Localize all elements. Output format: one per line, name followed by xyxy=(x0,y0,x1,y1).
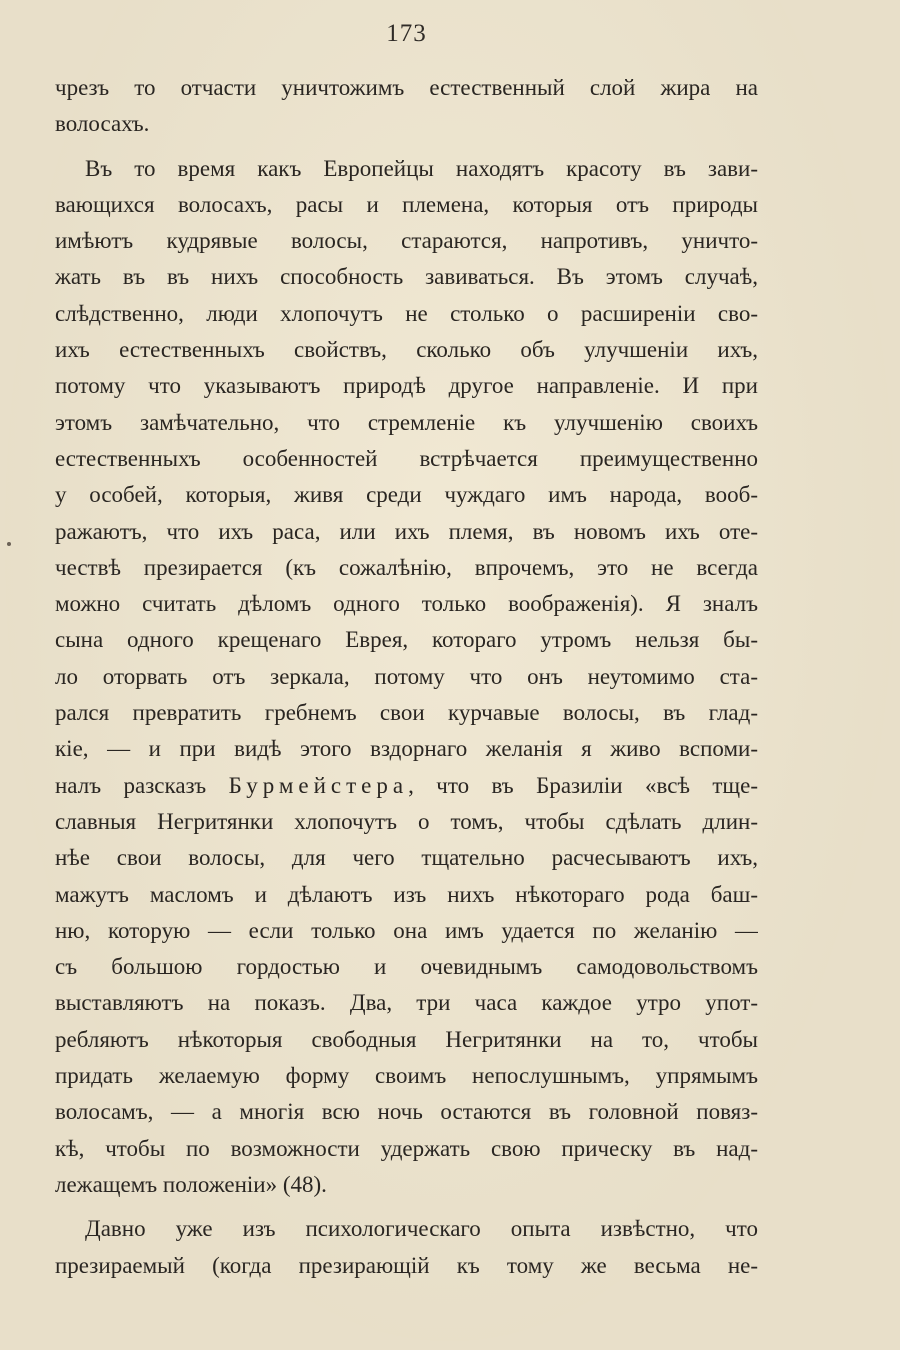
text-line: рался превратить гребнемъ свои курчавые волосы, въ глад- xyxy=(55,700,758,726)
text-line: у особей, которыя, живя среди чуждаго имъ народа, вооб- xyxy=(55,482,758,508)
text-line: ражаютъ, что ихъ раса, или ихъ племя, въ новомъ ихъ оте- xyxy=(55,518,758,544)
text-line: можно считать дѣломъ одного только воображенія). Я зналъ xyxy=(55,591,758,617)
text-line: этомъ замѣчательно, что стремленіе къ улучшенію своихъ xyxy=(55,409,758,435)
text-line: съ большою гордостью и очевиднымъ самодовольствомъ xyxy=(55,954,758,980)
text-line: естественныхъ особенностей встрѣчается преимущественно xyxy=(55,445,758,471)
text-line: выставляютъ на показъ. Два, три часа каждое утро упот- xyxy=(55,990,758,1016)
text-line: ло оторвать отъ зеркала, потому что онъ неутомимо ста- xyxy=(55,663,758,689)
text-line: волосахъ. xyxy=(55,111,150,137)
text-line: презираемый (когда презирающій къ тому же весьма не- xyxy=(55,1252,758,1278)
text-line: Въ то время какъ Европейцы находятъ красоту въ зави- xyxy=(85,155,758,181)
text-line-with-name xyxy=(55,768,758,804)
text-line: имѣютъ кудрявые волосы, стараются, напротивъ, уничто- xyxy=(55,228,758,254)
text-line: мажутъ масломъ и дѣлаютъ изъ нихъ нѣкотораго рода баш- xyxy=(55,881,758,907)
paragraph-gap xyxy=(55,1203,758,1211)
text-line: нѣе свои волосы, для чего тщательно расчесываютъ ихъ, xyxy=(55,845,758,871)
author-name: Бурмейстера xyxy=(228,772,409,798)
paragraph-3 xyxy=(55,1211,758,1284)
text-line: чрезъ то отчасти уничтожимъ естественный слой жира на xyxy=(55,75,758,100)
text-fragment: , что въ Бразиліи «всѣ тще- xyxy=(408,772,758,798)
page-number: 173 xyxy=(386,20,427,47)
text-line: слѣдственно, люди хлопочутъ не столько о расширеніи сво- xyxy=(55,300,758,326)
paragraph-gap xyxy=(55,143,758,151)
text-line: Давно уже изъ психологическаго опыта извѣстно, что xyxy=(85,1216,758,1242)
text-line: лежащемъ положеніи» (48). xyxy=(55,1171,327,1197)
text-line: придать желаемую форму своимъ непослушнымъ, упрямымъ xyxy=(55,1063,758,1089)
text-line: кѣ, чтобы по возможности удержать свою прическу въ над- xyxy=(55,1135,758,1161)
text-line: волосамъ, — а многія всю ночь остаются въ головной повяз- xyxy=(55,1099,758,1125)
paragraph-2 xyxy=(55,151,758,1204)
text-line: ню, которую — если только она имъ удается по желанію — xyxy=(55,917,758,943)
text-line: жать въ въ нихъ способность завиваться. Въ этомъ случаѣ, xyxy=(55,264,758,290)
text-line: славныя Негритянки хлопочутъ о томъ, чтобы сдѣлать длин- xyxy=(55,808,758,834)
ink-speck xyxy=(7,542,11,546)
text-line: кіе, — и при видѣ этого вздорнаго желанія я живо вспоми- xyxy=(55,736,758,762)
text-fragment: налъ разсказъ xyxy=(55,772,207,798)
text-line: чествѣ презирается (къ сожалѣнію, впрочемъ, это не всегда xyxy=(55,554,758,580)
paragraph-1 xyxy=(55,70,758,143)
text-line: вающихся волосахъ, расы и племена, которыя отъ природы xyxy=(55,191,758,217)
text-line: сына одного крещенаго Еврея, котораго утромъ нельзя бы- xyxy=(55,627,758,653)
text-line: потому что указываютъ природѣ другое направленіе. И при xyxy=(55,373,758,399)
text-line: ребляютъ нѣкоторыя свободныя Негритянки на то, чтобы xyxy=(55,1026,758,1052)
text-line: ихъ естественныхъ свойствъ, сколько объ улучшеніи ихъ, xyxy=(55,337,758,363)
